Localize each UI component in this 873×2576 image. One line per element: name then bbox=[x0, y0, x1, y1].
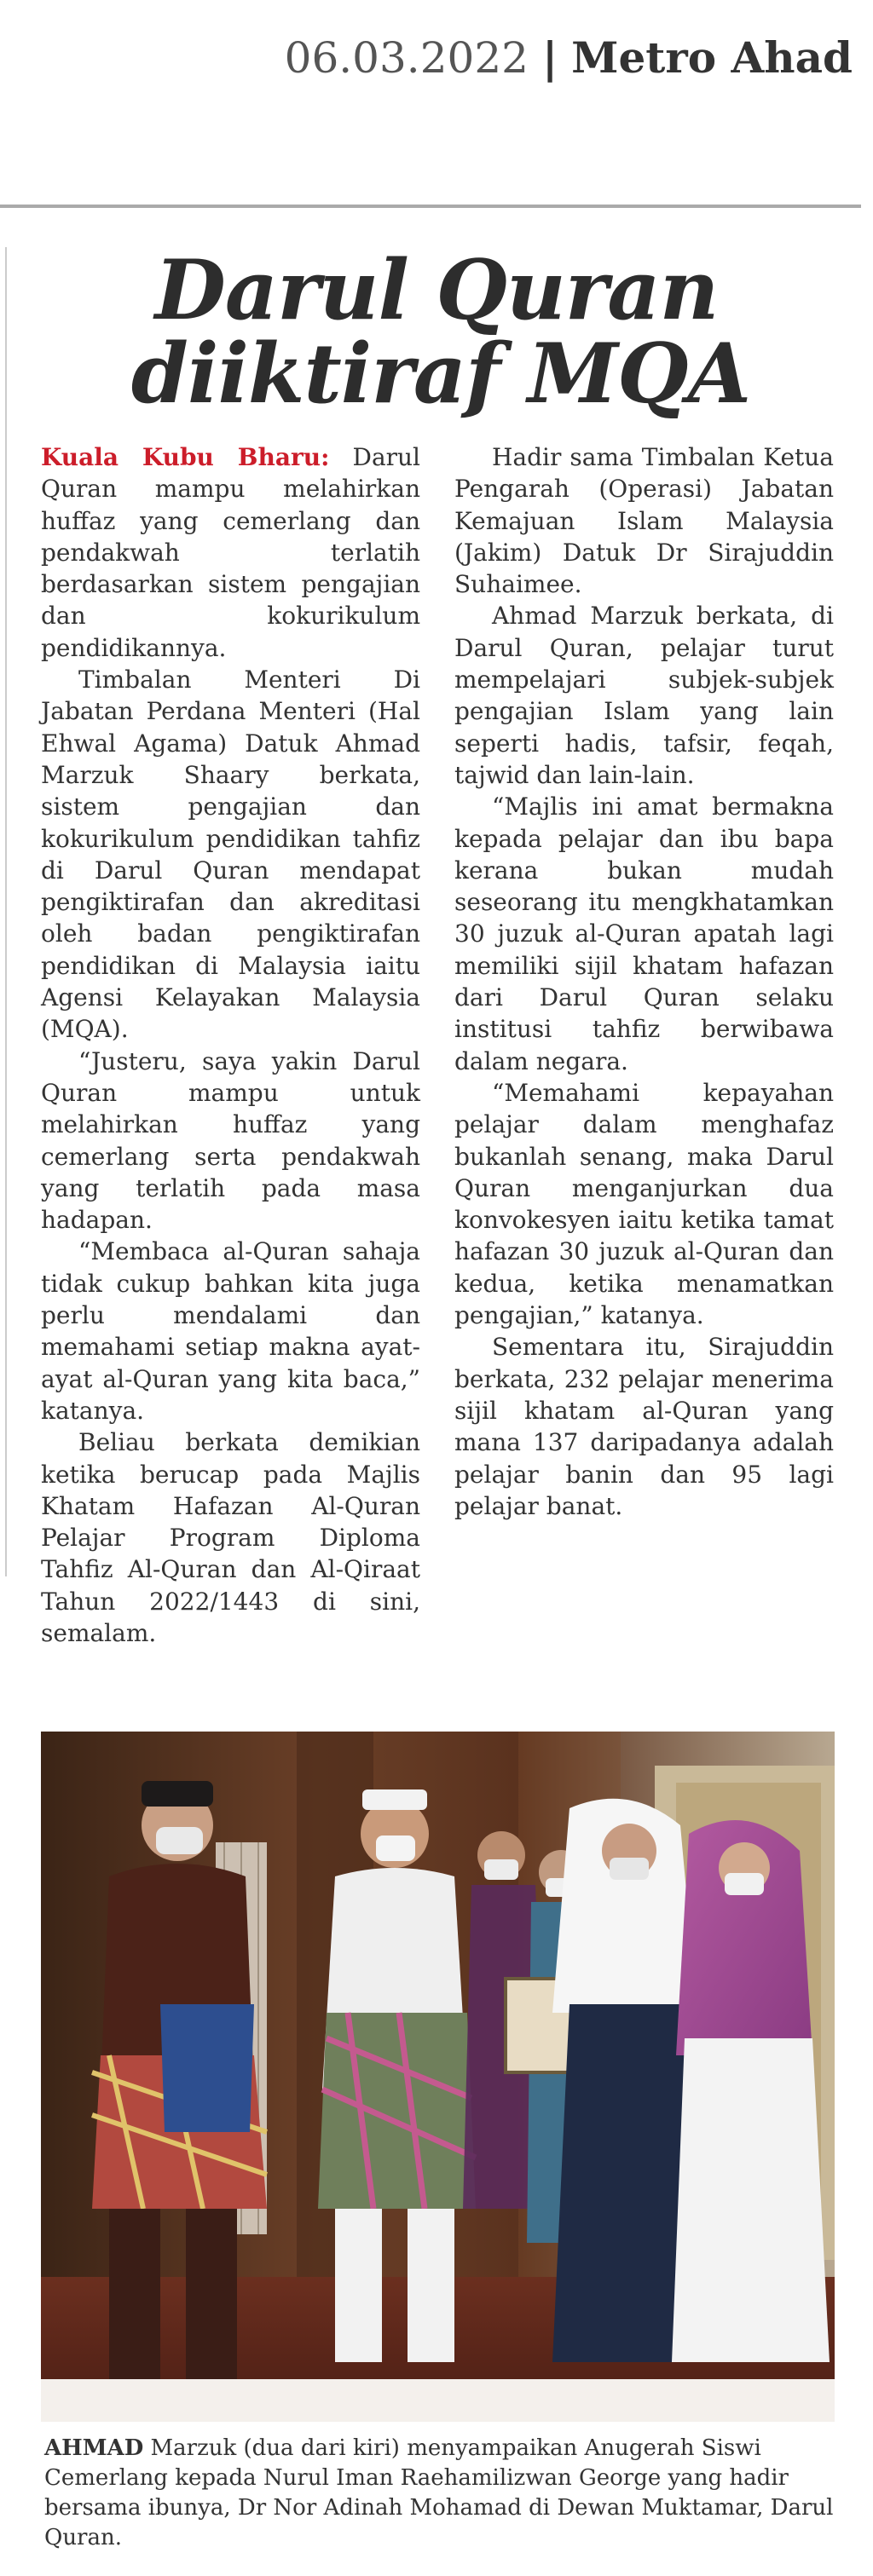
article-paragraph: Sementara itu, Sirajuddin berkata, 232 pelajar menerima sijil khatam al-Quran yang mana 137 daripadanya adalah pelajar banin dan 95 lagi pelajar banat. bbox=[454, 1333, 834, 1520]
article-paragraph: “Membaca al-Quran sahaja tidak cukup bahkan kita juga perlu mendalami dan memahami setiap makna ayat-ayat al-Quran yang kita baca,” katanya. bbox=[41, 1237, 420, 1425]
headline-line-2: diiktiraf MQA bbox=[130, 326, 751, 422]
masthead bbox=[0, 32, 853, 84]
article-paragraph: “Majlis ini amat bermakna kepada pelajar dan ibu bapa kerana bukan mudah seseorang itu mengkhatamkan 30 juzuk al-Quran apatah lagi memiliki sijil khatam hafazan dari Darul Quran selaku institusi tahfiz berwibawa dalam negara. bbox=[454, 792, 834, 1075]
paragraph-text: Darul Quran mampu melahirkan huffaz yang cemerlang dan pendakwah terlatih berdasarkan sistem pengajian dan kokurikulum pendidikannya. bbox=[41, 443, 421, 662]
caption-lead: AHMAD bbox=[44, 2435, 144, 2461]
article-paragraph: Hadir sama Timbalan Ketua Pengarah (Operasi) Jabatan Kemajuan Islam Malaysia (Jakim) Datuk Dr Sirajuddin Suhaimee. bbox=[454, 443, 834, 599]
publication-name: Metro Ahad bbox=[571, 32, 853, 83]
masthead-separator: | bbox=[541, 32, 558, 83]
dateline: Kuala Kubu Bharu: bbox=[41, 443, 330, 471]
headline-line-1: Darul Quran bbox=[154, 242, 719, 338]
article-paragraph: “Justeru, saya yakin Darul Quran mampu untuk melahirkan huffaz yang cemerlang serta pendakwah yang terlatih pada masa hadapan. bbox=[41, 1046, 420, 1235]
side-divider bbox=[5, 247, 7, 1576]
event-photo-illustration bbox=[41, 1732, 835, 2422]
event-photo bbox=[41, 1732, 835, 2422]
article-paragraph: Beliau berkata demikian ketika berucap pada Majlis Khatam Hafazan Al-Quran Pelajar Program Diploma Tahfiz Al-Quran dan Al-Qiraat Tahun 2022/1443 di sini, semalam. bbox=[41, 1428, 420, 1647]
article-paragraph bbox=[41, 441, 420, 664]
article-paragraph: Timbalan Menteri Di Jabatan Perdana Menteri (Hal Ehwal Agama) Datuk Ahmad Marzuk Shaary berkata, sistem pengajian dan kokurikulum pendidikan tahfiz di Darul Quran mendapat pengiktirafan dan akreditasi oleh badan pengiktirafan pendidikan di Malaysia iaitu Agensi Kelayakan Malaysia (MQA). bbox=[41, 666, 420, 1044]
article-body bbox=[41, 441, 834, 1703]
article-paragraph: Ahmad Marzuk berkata, di Darul Quran, pelajar turut mempelajari subjek-subjek pengajian Islam yang lain seperti hadis, tafsir, feqah, tajwid dan lain-lain. bbox=[454, 602, 834, 789]
headline bbox=[0, 242, 873, 422]
top-divider bbox=[0, 205, 861, 208]
article-paragraph: “Memahami kepayahan pelajar dalam menghafaz bukanlah senang, maka Darul Quran menganjurkan dua konvokesyen iaitu ketika tamat hafazan 30 juzuk al-Quran dan kedua, ketika menamatkan pengajian,” katanya. bbox=[454, 1078, 834, 1330]
photo-caption bbox=[44, 2434, 837, 2553]
issue-date: 06.03.2022 bbox=[284, 33, 529, 83]
caption-text: Marzuk (dua dari kiri) menyampaikan Anugerah Siswi Cemerlang kepada Nurul Iman Raehamilizwan George yang hadir bersama ibunya, Dr Nor Adinah Mohamad di Dewan Muktamar, Darul Quran. bbox=[44, 2435, 834, 2550]
